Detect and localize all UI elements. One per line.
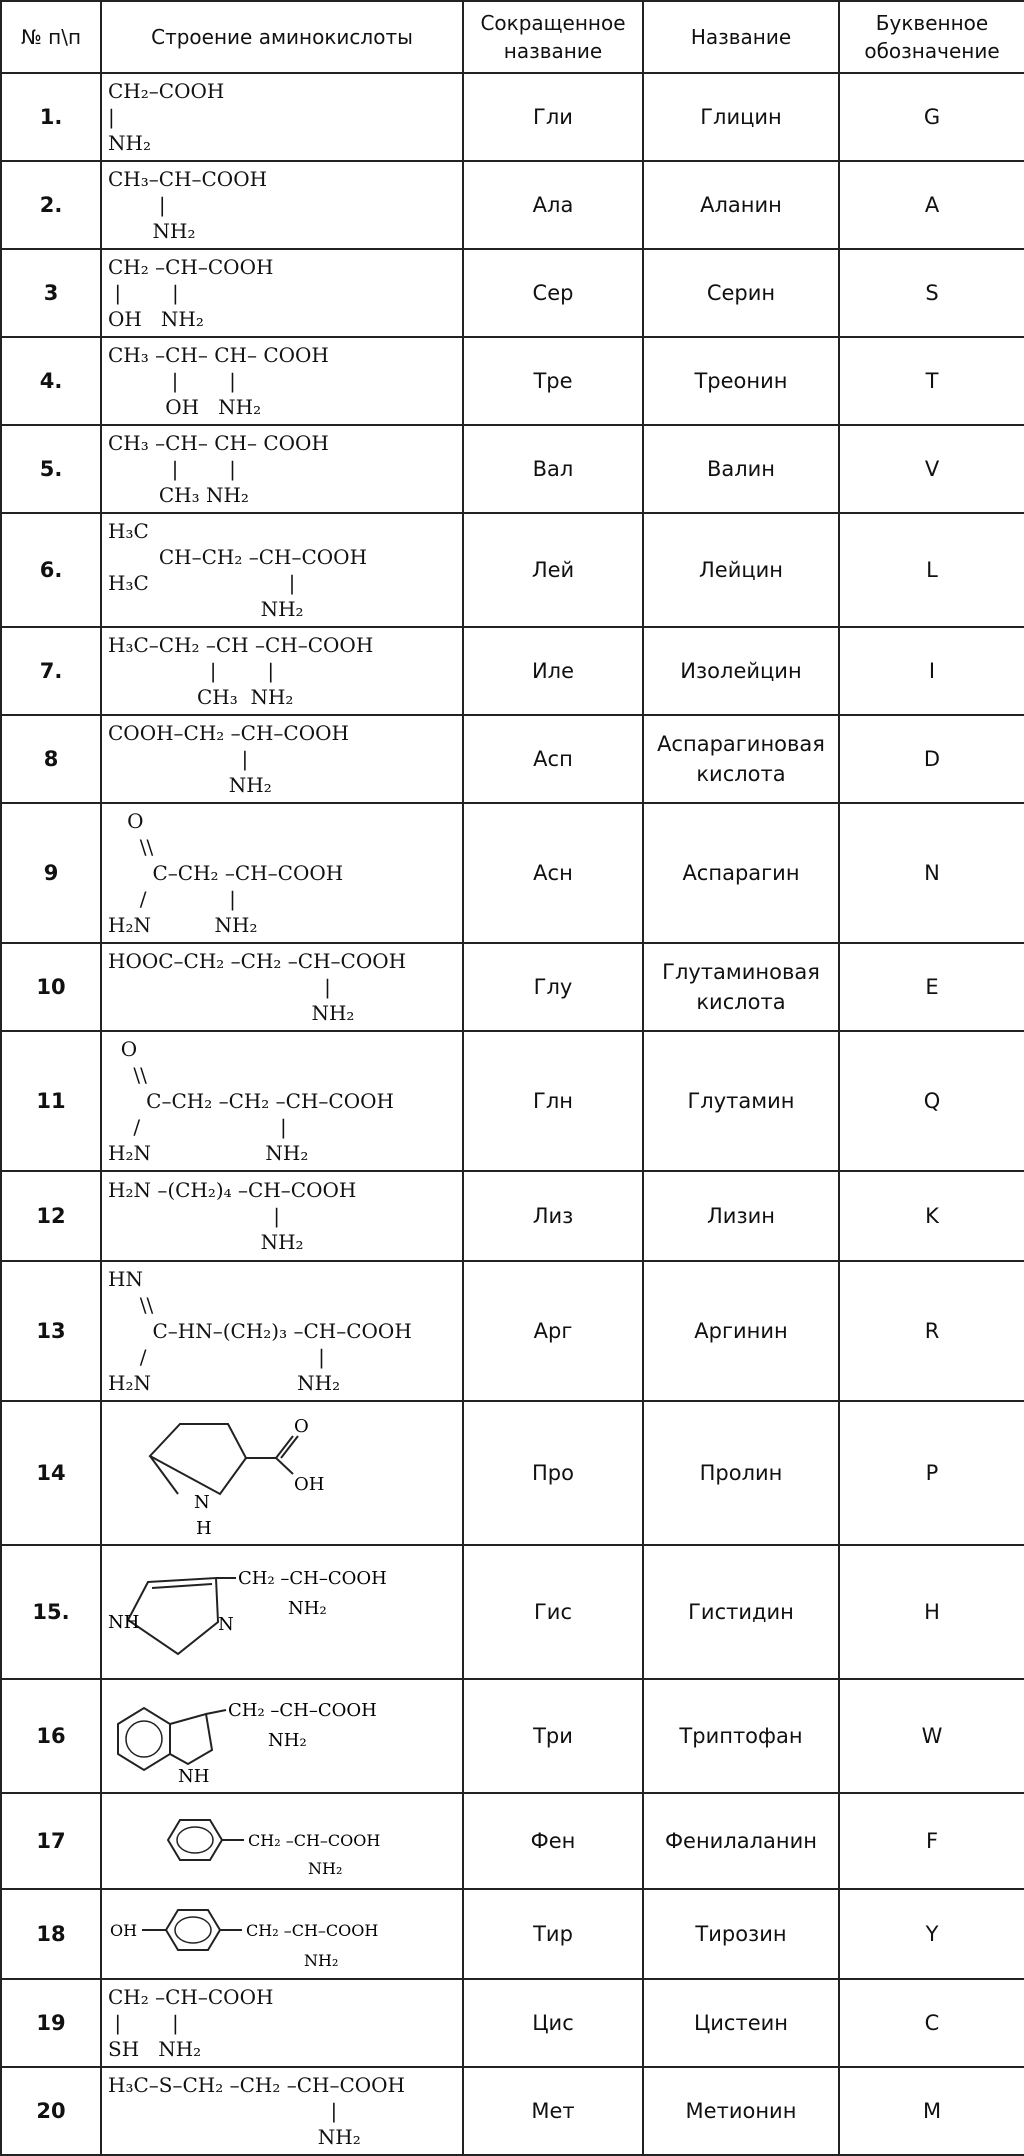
table-row <box>1 1031 1024 1171</box>
cell-number: 5. <box>1 425 101 513</box>
table-row <box>1 715 1024 803</box>
cell-structure: H₂N –(CH₂)₄ –CH–COOH | NH₂ <box>101 1171 463 1261</box>
table-row <box>1 1979 1024 2067</box>
cell-name: Треонин <box>643 337 839 425</box>
table-row <box>1 803 1024 943</box>
cell-structure: CH₂ –CH–COOH | | SH NH₂ <box>101 1979 463 2067</box>
cell-abbreviation: Сер <box>463 249 643 337</box>
tryptophan-structure <box>108 1684 448 1788</box>
cell-number: 20 <box>1 2067 101 2155</box>
table-row <box>1 1679 1024 1793</box>
table-row <box>1 161 1024 249</box>
phenylalanine-structure <box>108 1798 448 1884</box>
cell-name: Глутаминовая кислота <box>643 943 839 1031</box>
cell-letter: E <box>839 943 1024 1031</box>
svg-text:N: N <box>218 1614 234 1635</box>
cell-abbreviation: Тир <box>463 1889 643 1979</box>
cell-letter: R <box>839 1261 1024 1401</box>
cell-abbreviation: Асн <box>463 803 643 943</box>
header-abbr: Сокращенное название <box>463 1 643 73</box>
cell-number: 2. <box>1 161 101 249</box>
cell-letter: K <box>839 1171 1024 1261</box>
cell-number: 17 <box>1 1793 101 1889</box>
svg-text:CH₂ –CH–COOH: CH₂ –CH–COOH <box>248 1831 381 1850</box>
cell-letter: H <box>839 1545 1024 1679</box>
cell-structure: H₃C–S–CH₂ –CH₂ –CH–COOH | NH₂ <box>101 2067 463 2155</box>
cell-number: 18 <box>1 1889 101 1979</box>
cell-number: 15. <box>1 1545 101 1679</box>
header-name: Название <box>643 1 839 73</box>
cell-letter: G <box>839 73 1024 161</box>
cell-abbreviation: Асп <box>463 715 643 803</box>
cell-letter: F <box>839 1793 1024 1889</box>
cell-abbreviation: Глн <box>463 1031 643 1171</box>
cell-structure: CH₃ –CH– CH– COOH | | OH NH₂ <box>101 337 463 425</box>
cell-structure <box>101 1401 463 1545</box>
svg-text:CH₂ –CH–COOH: CH₂ –CH–COOH <box>228 1700 377 1721</box>
cell-abbreviation: Тре <box>463 337 643 425</box>
cell-abbreviation: Иле <box>463 627 643 715</box>
cell-name: Аргинин <box>643 1261 839 1401</box>
cell-letter: C <box>839 1979 1024 2067</box>
cell-name: Аспарагин <box>643 803 839 943</box>
cell-name: Изолейцин <box>643 627 839 715</box>
table-row <box>1 2067 1024 2155</box>
table-row <box>1 513 1024 627</box>
cell-abbreviation: Фен <box>463 1793 643 1889</box>
svg-text:H: H <box>196 1518 212 1539</box>
svg-text:OH: OH <box>294 1474 325 1495</box>
cell-name: Серин <box>643 249 839 337</box>
svg-text:NH₂: NH₂ <box>288 1598 327 1619</box>
cell-letter: N <box>839 803 1024 943</box>
table-row <box>1 249 1024 337</box>
cell-abbreviation: Три <box>463 1679 643 1793</box>
cell-name: Глутамин <box>643 1031 839 1171</box>
table-row <box>1 1261 1024 1401</box>
cell-letter: Q <box>839 1031 1024 1171</box>
cell-structure: H₃C CH–CH₂ –CH–COOH H₃C | NH₂ <box>101 513 463 627</box>
cell-abbreviation: Арг <box>463 1261 643 1401</box>
cell-number: 9 <box>1 803 101 943</box>
cell-letter: V <box>839 425 1024 513</box>
header-row <box>1 1 1024 73</box>
cell-abbreviation: Гис <box>463 1545 643 1679</box>
cell-number: 14 <box>1 1401 101 1545</box>
cell-number: 1. <box>1 73 101 161</box>
svg-text:O: O <box>294 1416 309 1437</box>
cell-abbreviation: Гли <box>463 73 643 161</box>
cell-number: 12 <box>1 1171 101 1261</box>
header-structure: Строение аминокислоты <box>101 1 463 73</box>
cell-structure: CH₂ –CH–COOH | | OH NH₂ <box>101 249 463 337</box>
cell-number: 3 <box>1 249 101 337</box>
cell-structure: H₃C–CH₂ –CH –CH–COOH | | CH₃ NH₂ <box>101 627 463 715</box>
cell-letter: W <box>839 1679 1024 1793</box>
cell-letter: D <box>839 715 1024 803</box>
cell-structure: CH₂–COOH | NH₂ <box>101 73 463 161</box>
cell-name: Лейцин <box>643 513 839 627</box>
table-row <box>1 1793 1024 1889</box>
svg-text:OH: OH <box>110 1921 138 1940</box>
cell-abbreviation: Про <box>463 1401 643 1545</box>
cell-name: Цистеин <box>643 1979 839 2067</box>
cell-name: Триптофан <box>643 1679 839 1793</box>
table-row <box>1 627 1024 715</box>
cell-structure: HN \\ C–HN–(CH₂)₃ –CH–COOH / | H₂N NH₂ <box>101 1261 463 1401</box>
table-row <box>1 337 1024 425</box>
cell-letter: T <box>839 337 1024 425</box>
table-row <box>1 1401 1024 1545</box>
table-row <box>1 1889 1024 1979</box>
cell-abbreviation: Цис <box>463 1979 643 2067</box>
cell-structure: COOH–CH₂ –CH–COOH | NH₂ <box>101 715 463 803</box>
cell-letter: P <box>839 1401 1024 1545</box>
svg-text:NH: NH <box>108 1612 140 1633</box>
svg-text:NH₂: NH₂ <box>304 1951 339 1970</box>
cell-letter: S <box>839 249 1024 337</box>
cell-abbreviation: Мет <box>463 2067 643 2155</box>
histidine-structure <box>108 1550 448 1674</box>
cell-number: 6. <box>1 513 101 627</box>
cell-name: Валин <box>643 425 839 513</box>
cell-name: Метионин <box>643 2067 839 2155</box>
table-row <box>1 1171 1024 1261</box>
cell-abbreviation: Вал <box>463 425 643 513</box>
cell-number: 11 <box>1 1031 101 1171</box>
proline-structure <box>108 1406 448 1540</box>
svg-text:CH₂ –CH–COOH: CH₂ –CH–COOH <box>246 1921 379 1940</box>
cell-abbreviation: Лей <box>463 513 643 627</box>
table-body <box>1 73 1024 2155</box>
tyrosine-structure <box>108 1894 448 1974</box>
cell-structure: O \\ C–CH₂ –CH₂ –CH–COOH / | H₂N NH₂ <box>101 1031 463 1171</box>
cell-number: 7. <box>1 627 101 715</box>
cell-letter: L <box>839 513 1024 627</box>
cell-number: 13 <box>1 1261 101 1401</box>
header-letter: Буквенное обозначение <box>839 1 1024 73</box>
cell-number: 4. <box>1 337 101 425</box>
cell-letter: I <box>839 627 1024 715</box>
svg-text:CH₂ –CH–COOH: CH₂ –CH–COOH <box>238 1568 387 1589</box>
cell-number: 8 <box>1 715 101 803</box>
table-row <box>1 1545 1024 1679</box>
cell-name: Аланин <box>643 161 839 249</box>
cell-name: Фенилаланин <box>643 1793 839 1889</box>
cell-structure: CH₃ –CH– CH– COOH | | CH₃ NH₂ <box>101 425 463 513</box>
cell-abbreviation: Лиз <box>463 1171 643 1261</box>
table-row <box>1 73 1024 161</box>
svg-text:NH₂: NH₂ <box>268 1730 307 1751</box>
cell-abbreviation: Глу <box>463 943 643 1031</box>
cell-structure <box>101 1889 463 1979</box>
table-row <box>1 425 1024 513</box>
cell-name: Пролин <box>643 1401 839 1545</box>
cell-abbreviation: Ала <box>463 161 643 249</box>
header-num: № п\п <box>1 1 101 73</box>
cell-name: Аспарагиновая кислота <box>643 715 839 803</box>
svg-text:NH: NH <box>178 1766 210 1787</box>
cell-number: 10 <box>1 943 101 1031</box>
table-row <box>1 943 1024 1031</box>
cell-name: Глицин <box>643 73 839 161</box>
cell-structure: HOOC–CH₂ –CH₂ –CH–COOH | NH₂ <box>101 943 463 1031</box>
cell-letter: M <box>839 2067 1024 2155</box>
svg-text:NH₂: NH₂ <box>308 1859 343 1878</box>
cell-letter: Y <box>839 1889 1024 1979</box>
cell-structure <box>101 1679 463 1793</box>
svg-text:N: N <box>194 1492 210 1513</box>
cell-name: Тирозин <box>643 1889 839 1979</box>
cell-name: Лизин <box>643 1171 839 1261</box>
cell-name: Гистидин <box>643 1545 839 1679</box>
cell-number: 16 <box>1 1679 101 1793</box>
cell-letter: A <box>839 161 1024 249</box>
cell-structure: O \\ C–CH₂ –CH–COOH / | H₂N NH₂ <box>101 803 463 943</box>
cell-structure: CH₃–CH–COOH | NH₂ <box>101 161 463 249</box>
cell-structure <box>101 1793 463 1889</box>
cell-structure <box>101 1545 463 1679</box>
cell-number: 19 <box>1 1979 101 2067</box>
